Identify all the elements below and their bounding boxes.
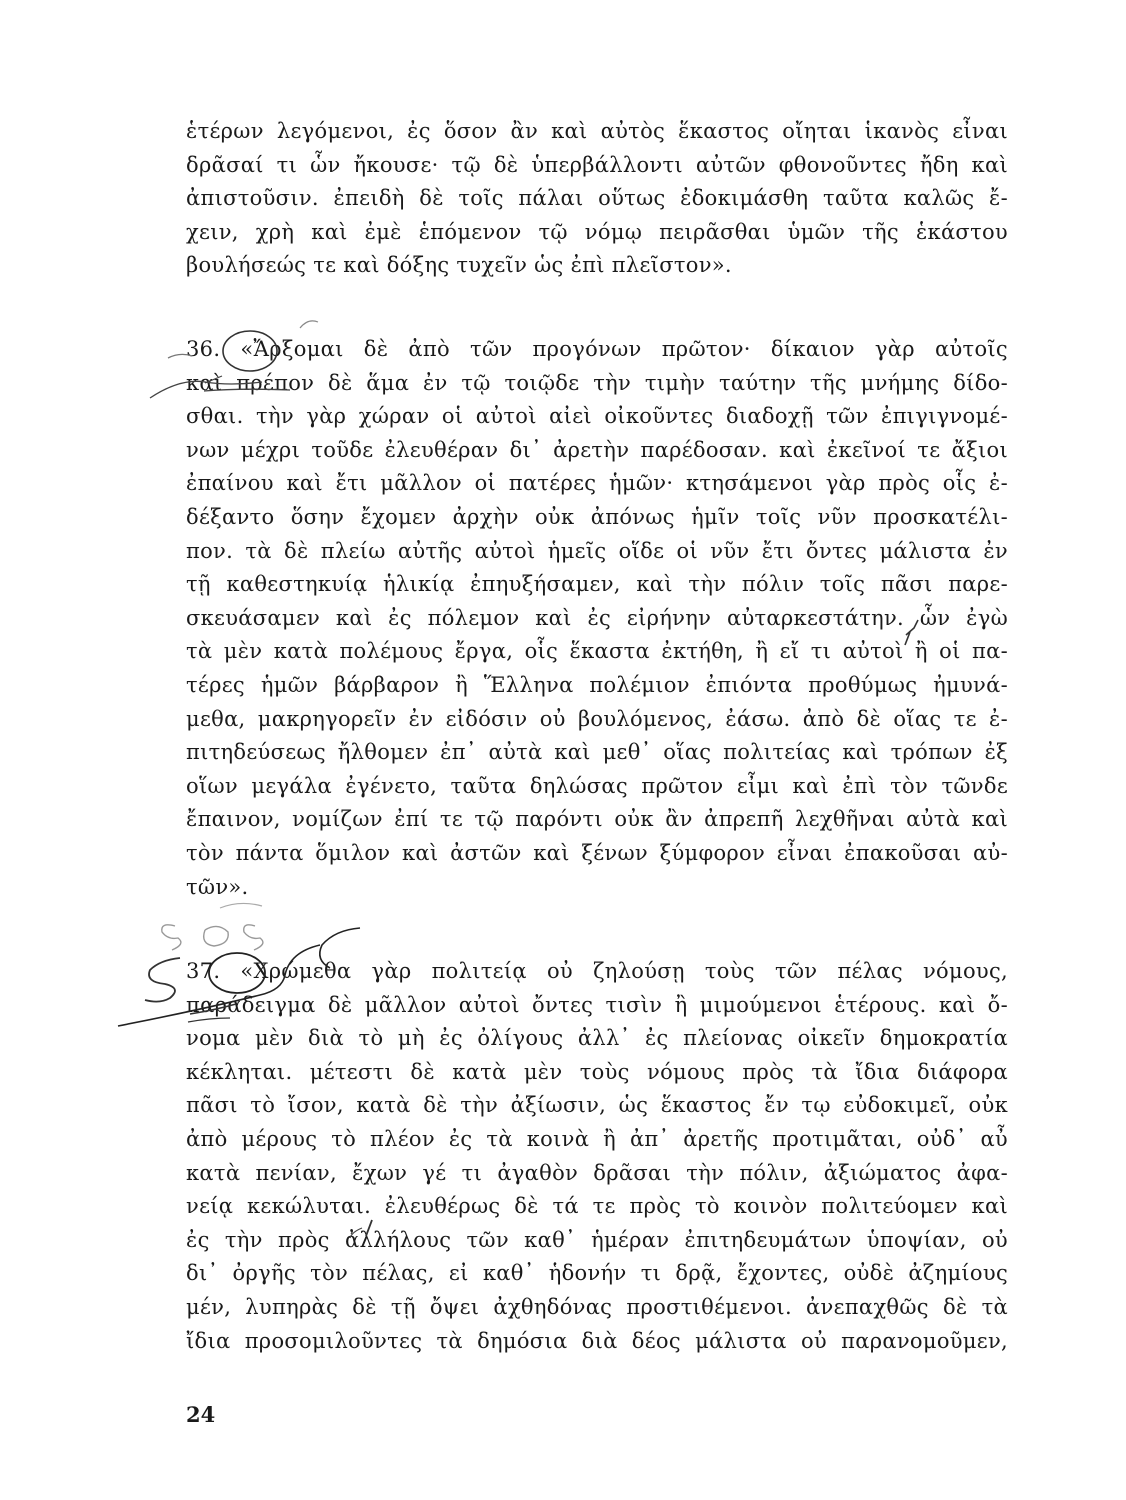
- text-line: νων μέχρι τοῦδε ἐλευθέραν δι᾽ ἀρετὴν παρέδοσαν. καὶ ἐκεῖνοί τε ἄξιοι: [186, 437, 1008, 462]
- paragraph-36: [186, 333, 1008, 904]
- text-line: τὸν πάντα ὅμιλον καὶ ἀστῶν καὶ ξένων ξύμφορον εἶναι ἐπακοῦσαι αὐ-: [186, 840, 1008, 865]
- text-line: παράδειγμα δὲ μᾶλλον αὐτοὶ ὄντες τισὶν ἢ μιμούμενοι ἑτέρους. καὶ ὄ-: [186, 992, 1008, 1017]
- text-line: μέν, λυπηρὰς δὲ τῇ ὄψει ἀχθηδόνας προστιθέμενοι. ἀνεπαχθῶς δὲ τὰ: [186, 1294, 1008, 1319]
- text-line: νείᾳ κεκώλυται. ἐλευθέρως δὲ τά τε πρὸς τὸ κοινὸν πολιτεύομεν καὶ: [186, 1194, 1008, 1219]
- text-line: σκευάσαμεν καὶ ἐς πόλεμον καὶ ἐς εἰρήνην αὐταρκεστάτην. ὧν ἐγὼ: [186, 605, 1008, 630]
- text-line: ἀπὸ μέρους τὸ πλέον ἐς τὰ κοινὰ ἢ ἀπ᾽ ἀρετῆς προτιμᾶται, οὐδ᾽ αὖ: [186, 1126, 1008, 1151]
- text-line: βουλήσεώς τε καὶ δόξης τυχεῖν ὡς ἐπὶ πλεῖστον».: [186, 253, 732, 278]
- paragraph-35-end: [186, 115, 1008, 283]
- text-line: ἑτέρων λεγόμενοι, ἐς ὅσον ἂν καὶ αὐτὸς ἕκαστος οἴηται ἱκανὸς εἶναι: [186, 119, 1008, 143]
- text-line: μεθα, μακρηγορεῖν ἐν εἰδόσιν οὐ βουλόμενος, ἐάσω. ἀπὸ δὲ οἵας τε ἐ-: [186, 706, 1008, 731]
- text-line: δέξαντο ὅσην ἔχομεν ἀρχὴν οὐκ ἀπόνως ἡμῖν τοῖς νῦν προσκατέλι-: [186, 504, 1008, 529]
- pencil-stroke: [204, 926, 229, 946]
- paragraph-37: [186, 955, 1008, 1358]
- text-line: 37. «Χρώμεθα γὰρ πολιτείᾳ οὐ ζηλούσῃ τοὺς τῶν πέλας νόμους,: [186, 959, 1008, 983]
- pencil-stroke: [244, 925, 263, 950]
- text-line: 36. «Ἄρξομαι δὲ ἀπὸ τῶν προγόνων πρῶτον· δίκαιον γὰρ αὐτοῖς: [186, 337, 1008, 361]
- text-line: χειν, χρὴ καὶ ἐμὲ ἑπόμενον τῷ νόμῳ πειρᾶσθαι ὑμῶν τῆς ἑκάστου: [186, 219, 1008, 244]
- text-line: πᾶσι τὸ ἴσον, κατὰ δὲ τὴν ἀξίωσιν, ὡς ἕκαστος ἔν τῳ εὐδοκιμεῖ, οὐκ: [186, 1093, 1008, 1118]
- text-line: ἔπαινον, νομίζων ἐπί τε τῷ παρόντι οὐκ ἂν ἀπρεπῆ λεχθῆναι αὐτὰ καὶ: [186, 807, 1008, 832]
- text-line: τὰ μὲν κατὰ πολέμους ἔργα, οἷς ἕκαστα ἐκτήθη, ἢ εἴ τι αὐτοὶ ἢ οἱ πα-: [186, 639, 1008, 664]
- text-line: οἵων μεγάλα ἐγένετο, ταῦτα δηλώσας πρῶτον εἶμι καὶ ἐπὶ τὸν τῶνδε: [186, 773, 1008, 798]
- text-line: πιτηδεύσεως ἤλθομεν ἐπ᾽ αὐτὰ καὶ μεθ᾽ οἵας πολιτείας καὶ τρόπων ἐξ: [186, 740, 1008, 765]
- text-line: νομα μὲν διὰ τὸ μὴ ἐς ὀλίγους ἀλλ᾽ ἐς πλείονας οἰκεῖν δημοκρατία: [186, 1026, 1008, 1051]
- pencil-stroke: [162, 925, 181, 950]
- text-line: τέρες ἡμῶν βάρβαρον ἢ Ἕλληνα πολέμιον ἐπιόντα προθύμως ἠμυνά-: [186, 672, 1008, 697]
- text-line: ἐπαίνου καὶ ἔτι μᾶλλον οἱ πατέρες ἡμῶν· κτησάμενοι γὰρ πρὸς οἷς ἐ-: [186, 471, 1008, 496]
- text-line: πον. τὰ δὲ πλείω αὐτῆς αὐτοὶ ἡμεῖς οἵδε οἱ νῦν ἔτι ὄντες μάλιστα ἐν: [186, 538, 1008, 563]
- text-line: σθαι. τὴν γὰρ χώραν οἱ αὐτοὶ αἰεὶ οἰκοῦντες διαδοχῇ τῶν ἐπιγιγνομέ-: [186, 404, 1008, 429]
- text-line: κέκληται. μέτεστι δὲ κατὰ μὲν τοὺς νόμους πρὸς τὰ ἴδια διάφορα: [186, 1059, 1008, 1084]
- text-line: καὶ πρέπον δὲ ἅμα ἐν τῷ τοιῷδε τὴν τιμὴν ταύτην τῆς μνήμης δίδο-: [186, 370, 1008, 395]
- text-line: κατὰ πενίαν, ἔχων γέ τι ἀγαθὸν δρᾶσαι τὴν πόλιν, ἀξιώματος ἀφα-: [186, 1160, 1008, 1185]
- pencil-stroke: [300, 321, 318, 328]
- text-line: τῶν».: [186, 874, 249, 899]
- text-line: δρᾶσαί τι ὧν ἤκουσε· τῷ δὲ ὑπερβάλλοντι αὐτῶν φθονοῦντες ἤδη καὶ: [186, 152, 1008, 177]
- text-line: ἀπιστοῦσιν. ἐπειδὴ δὲ τοῖς πάλαι οὕτως ἐδοκιμάσθη ταῦτα καλῶς ἔ-: [186, 186, 1008, 211]
- pencil-stroke: [220, 903, 262, 908]
- page-number: 24: [186, 1402, 216, 1427]
- text-line: ἴδια προσομιλοῦντες τὰ δημόσια διὰ δέος μάλιστα οὐ παρανομοῦμεν,: [186, 1328, 1008, 1353]
- pencil-s-mark: [145, 958, 180, 1002]
- text-line: τῇ καθεστηκυίᾳ ἡλικίᾳ ἐπηυξήσαμεν, καὶ τὴν πόλιν τοῖς πᾶσι παρε-: [186, 572, 1008, 597]
- text-line: ἐς τὴν πρὸς ἀλλήλους τῶν καθ᾽ ἡμέραν ἐπιτηδευμάτων ὑποψίαν, οὐ: [186, 1227, 1008, 1252]
- text-line: δι᾽ ὀργῆς τὸν πέλας, εἰ καθ᾽ ἡδονήν τι δρᾷ, ἔχοντες, οὐδὲ ἀζημίους: [186, 1261, 1008, 1286]
